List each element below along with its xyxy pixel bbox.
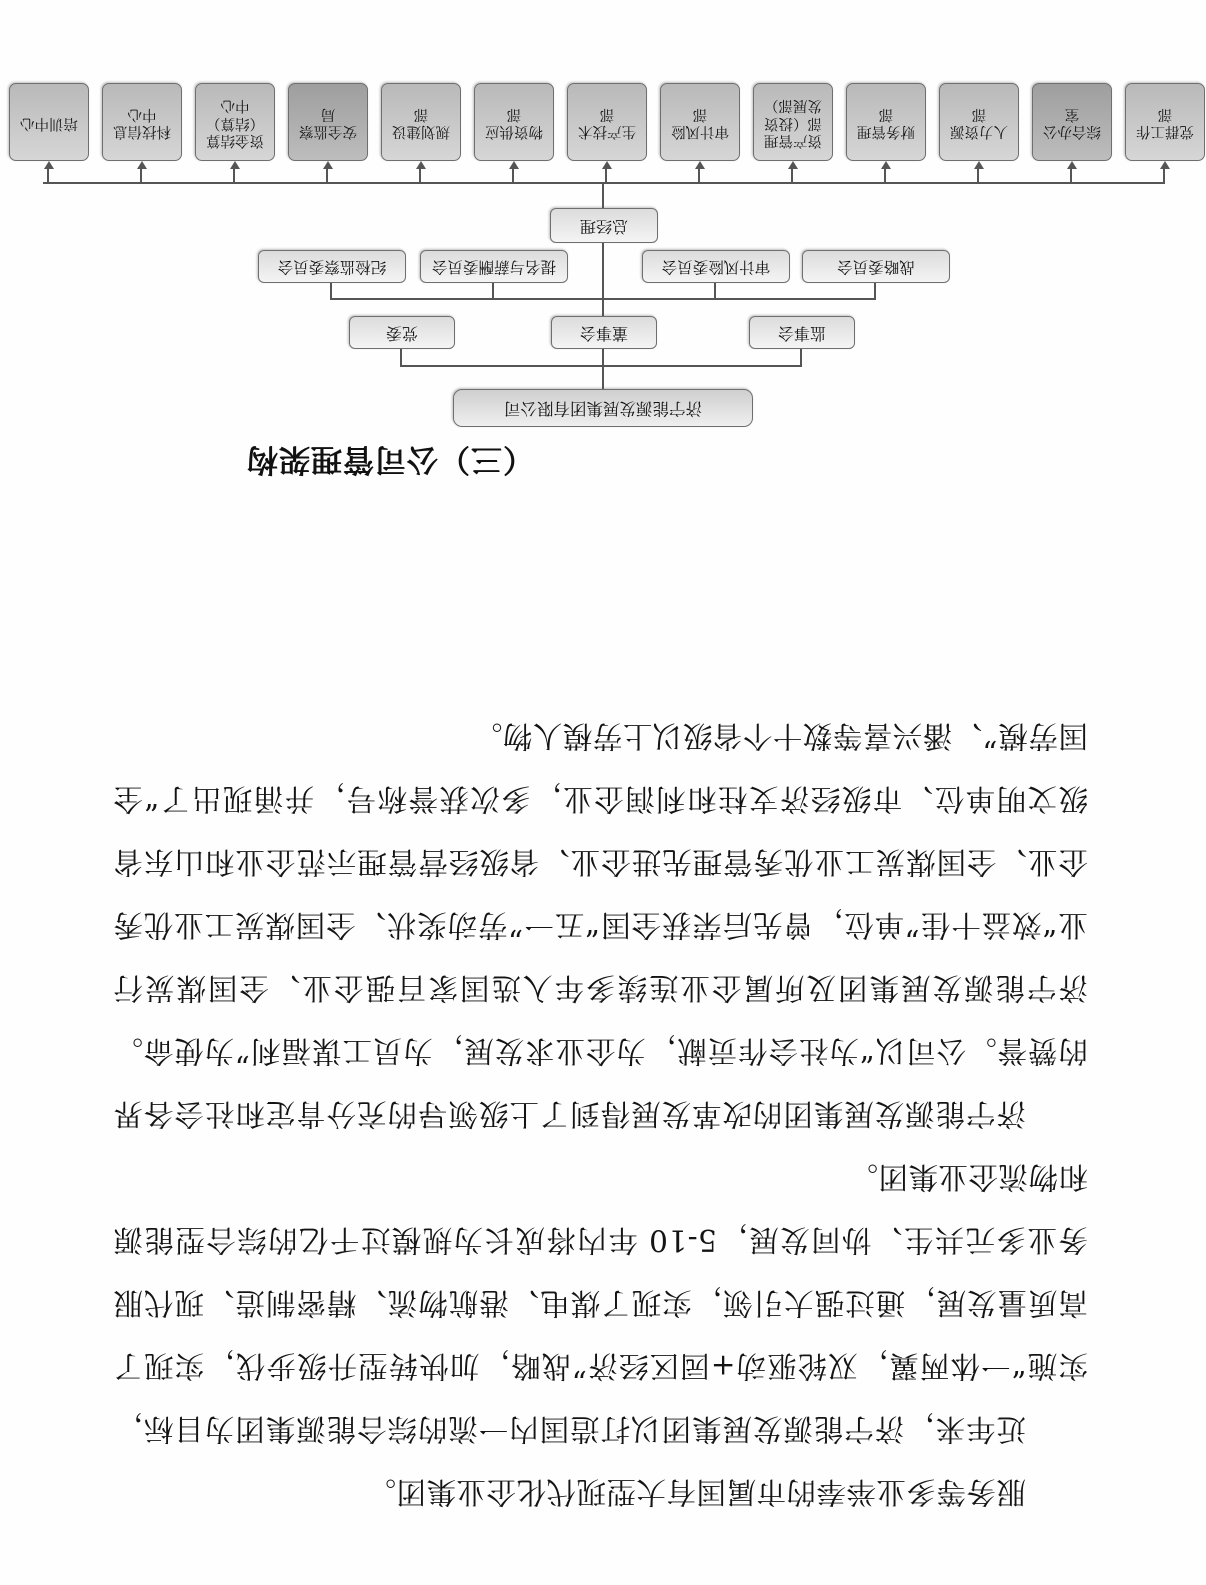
connector-committee-2 <box>715 283 717 300</box>
org-node-dept-12: 科技信息中心 <box>102 83 182 161</box>
connector-supervisory <box>801 349 803 367</box>
org-node-dept-13: 培训中心 <box>9 83 89 161</box>
org-node-party: 党委 <box>349 316 455 349</box>
org-node-supervisory: 监事会 <box>749 316 855 349</box>
org-node-dept-7: 生产技术部 <box>567 83 647 161</box>
connector-root-vertical <box>603 367 605 389</box>
connector-board-to-manager <box>603 243 605 316</box>
arrow-dept-11 <box>230 161 240 169</box>
paragraph-3: 济宁能源发展集团的改革发展得到了上级领导的充分肯定和社会各界的赞誉。公司以“为社会作贡献，为企业求发展，为员工谋福利”为使命。济宁能源发展集团及所属企业连续多年入选国家百强企业、全国煤炭行业“效益十佳”单位，曾先后荣获全国“五一”劳动奖状、全国煤炭工业优秀企业、全国煤炭工业优秀管理先进企业、省级经营管理示范企业和山东省级文明单位、市级经济支柱和利润企业，多次获誉称号，并涌现出了“全国劳模”、潘兴喜等数十个省级以上劳模人物。 <box>113 719 1088 1131</box>
org-node-dept-10: 安全监察局 <box>288 83 368 161</box>
org-node-dept-5: 资产管理部（投资发展部） <box>753 83 833 161</box>
org-node-dept-2: 综合办公室 <box>1032 83 1112 161</box>
arrow-dept-1 <box>1160 161 1170 169</box>
org-node-dept-1: 党群工作部 <box>1125 83 1205 161</box>
connector-manager-down <box>603 184 605 208</box>
arrow-dept-8 <box>509 161 519 169</box>
connector-committee-1 <box>875 283 877 300</box>
org-node-audit-risk-committee: 审计风险委员会 <box>642 250 790 283</box>
arrow-dept-2 <box>1067 161 1077 169</box>
org-node-dept-8: 物资供应部 <box>474 83 554 161</box>
arrow-dept-10 <box>323 161 333 169</box>
connector-committee-4 <box>331 283 333 300</box>
connector-board <box>603 349 605 367</box>
org-node-dept-11: 资金结算（结算）中心 <box>195 83 275 161</box>
arrow-dept-3 <box>974 161 984 169</box>
org-node-dept-3: 人力资源部 <box>939 83 1019 161</box>
section-heading: （三）公司管理架构 <box>246 441 534 477</box>
connector-committee-bus <box>332 299 876 301</box>
org-node-nomination-committee: 提名与薪酬委员会 <box>420 250 568 283</box>
org-node-dept-9: 规划建设部 <box>381 83 461 161</box>
arrow-dept-12 <box>137 161 147 169</box>
arrow-dept-7 <box>602 161 612 169</box>
org-node-dept-6: 审计风险部 <box>660 83 740 161</box>
arrow-dept-13 <box>44 161 54 169</box>
paragraph-1: 服务等多业举奉的市属国有大型现代化企业集团。 <box>365 1475 1026 1509</box>
arrow-dept-9 <box>416 161 426 169</box>
document-body <box>113 704 1088 1523</box>
arrow-dept-5 <box>788 161 798 169</box>
paragraph-2: 近年来，济宁能源发展集团以打造国内一流的综合能源集团为目标，实施“一体两翼，双轮驱动+园区经济”战略，加快转型升级步伐，实现了高质量发展，通过强大引领，实现了煤电、港航物流、精密制造、现代服务业多元共生、协同发展，5-10 年内将成长为规模过千亿的综合型能源和物流企业集团。 <box>113 1160 1088 1446</box>
org-node-root: 济宁能源发展集团有限公司 <box>453 389 753 427</box>
org-chart <box>0 97 1206 435</box>
connector-committee-3 <box>493 283 495 300</box>
org-node-general-manager: 总经理 <box>550 208 658 243</box>
connector-party <box>401 349 403 367</box>
arrow-dept-4 <box>881 161 891 169</box>
org-node-strategy-committee: 战略委员会 <box>802 250 950 283</box>
arrow-dept-6 <box>695 161 705 169</box>
org-node-board: 董事会 <box>551 316 657 349</box>
org-node-dept-4: 财务管理部 <box>846 83 926 161</box>
connector-department-bus <box>43 183 1165 185</box>
org-node-discipline-committee: 纪检监察委员会 <box>258 250 406 283</box>
